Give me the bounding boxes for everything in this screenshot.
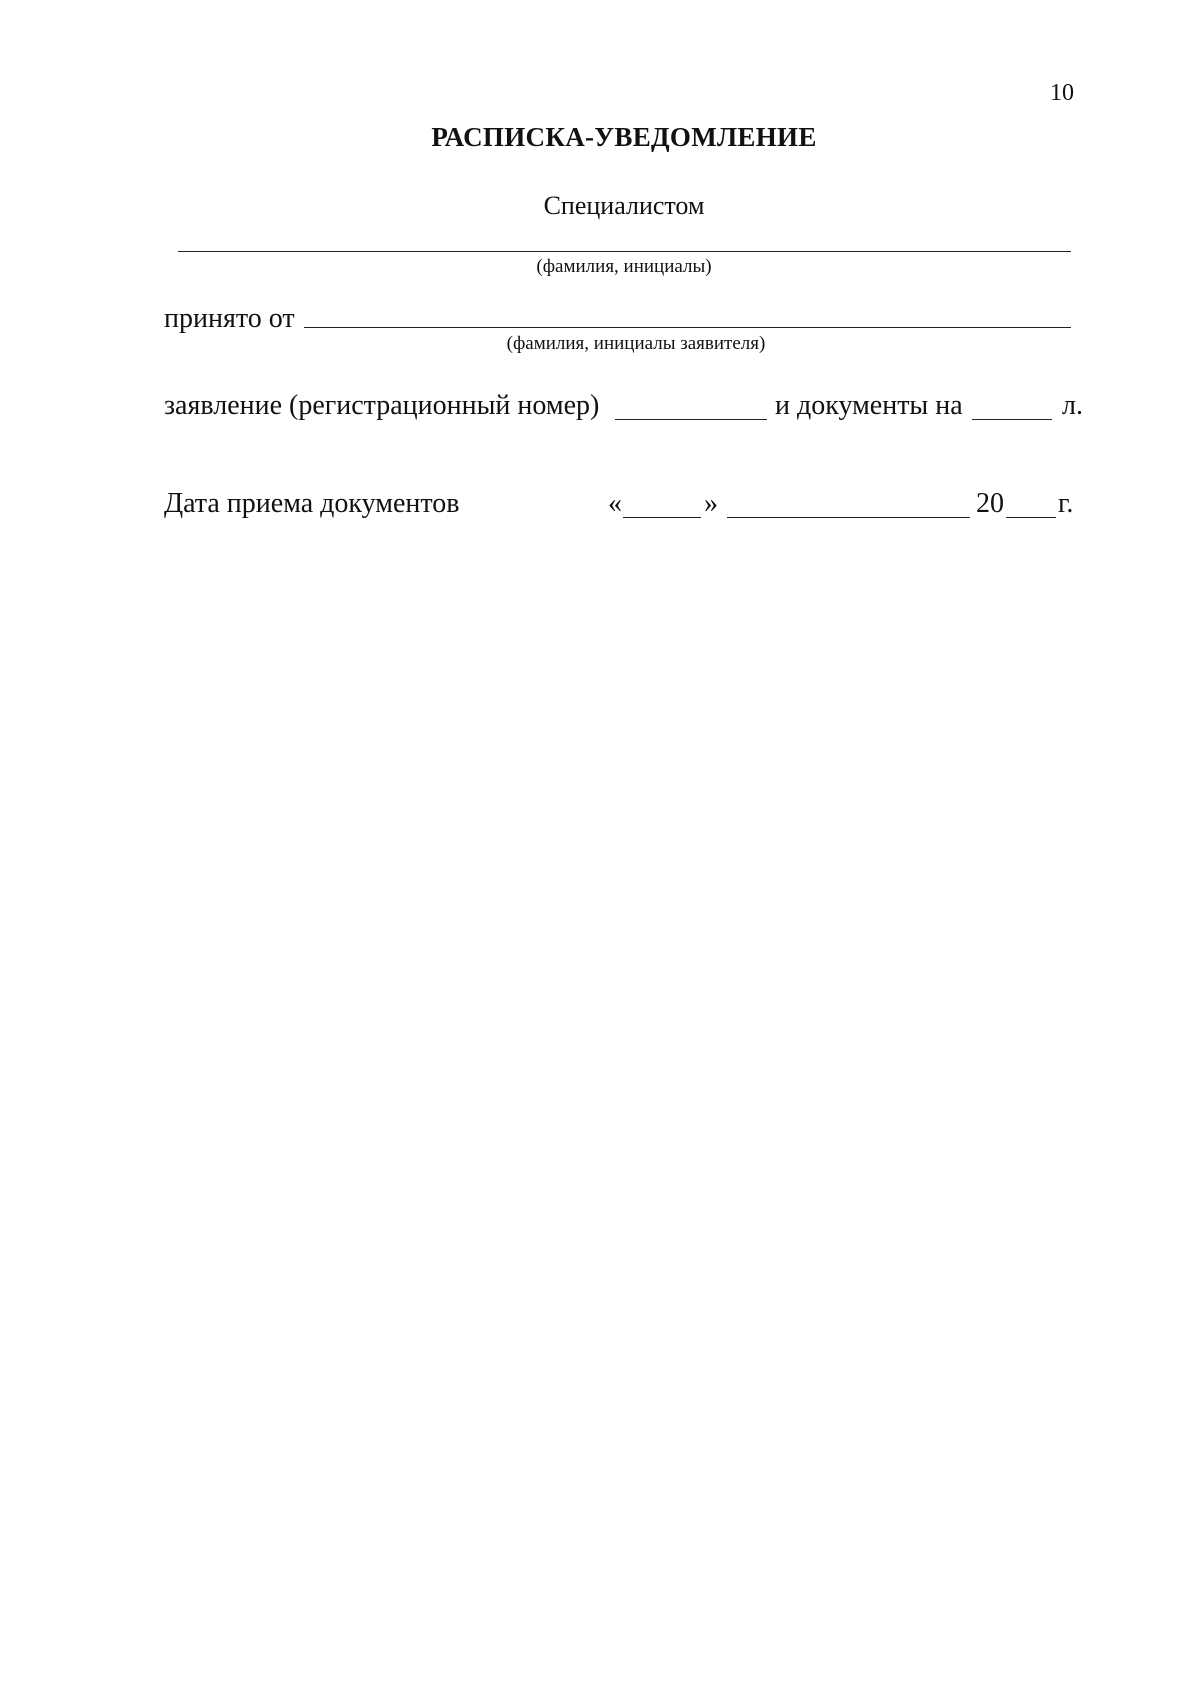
month-line[interactable] <box>727 517 970 518</box>
year-prefix: 20 <box>976 488 1004 519</box>
page-number: 10 <box>1050 80 1074 106</box>
applicant-name-line[interactable] <box>304 327 1071 328</box>
specialist-heading: Специалистом <box>543 191 705 220</box>
sheets-count-line[interactable] <box>972 419 1052 420</box>
open-quote: « <box>608 488 622 519</box>
year-line[interactable] <box>1006 517 1056 518</box>
document-title: РАСПИСКА-УВЕДОМЛЕНИЕ <box>431 122 817 152</box>
specialist-name-caption: (фамилия, инициалы) <box>536 256 712 277</box>
close-quote: » <box>704 488 718 519</box>
registration-number-line[interactable] <box>615 419 767 420</box>
specialist-name-line[interactable] <box>178 251 1071 252</box>
application-label: заявление (регистрационный номер) <box>164 390 600 421</box>
received-from-label: принято от <box>164 303 295 334</box>
year-suffix: г. <box>1058 488 1074 519</box>
sheets-suffix: л. <box>1062 390 1083 421</box>
day-line[interactable] <box>623 517 701 518</box>
date-label: Дата приема документов <box>164 488 460 519</box>
documents-label: и документы на <box>775 390 963 421</box>
applicant-name-caption: (фамилия, инициалы заявителя) <box>506 333 766 354</box>
